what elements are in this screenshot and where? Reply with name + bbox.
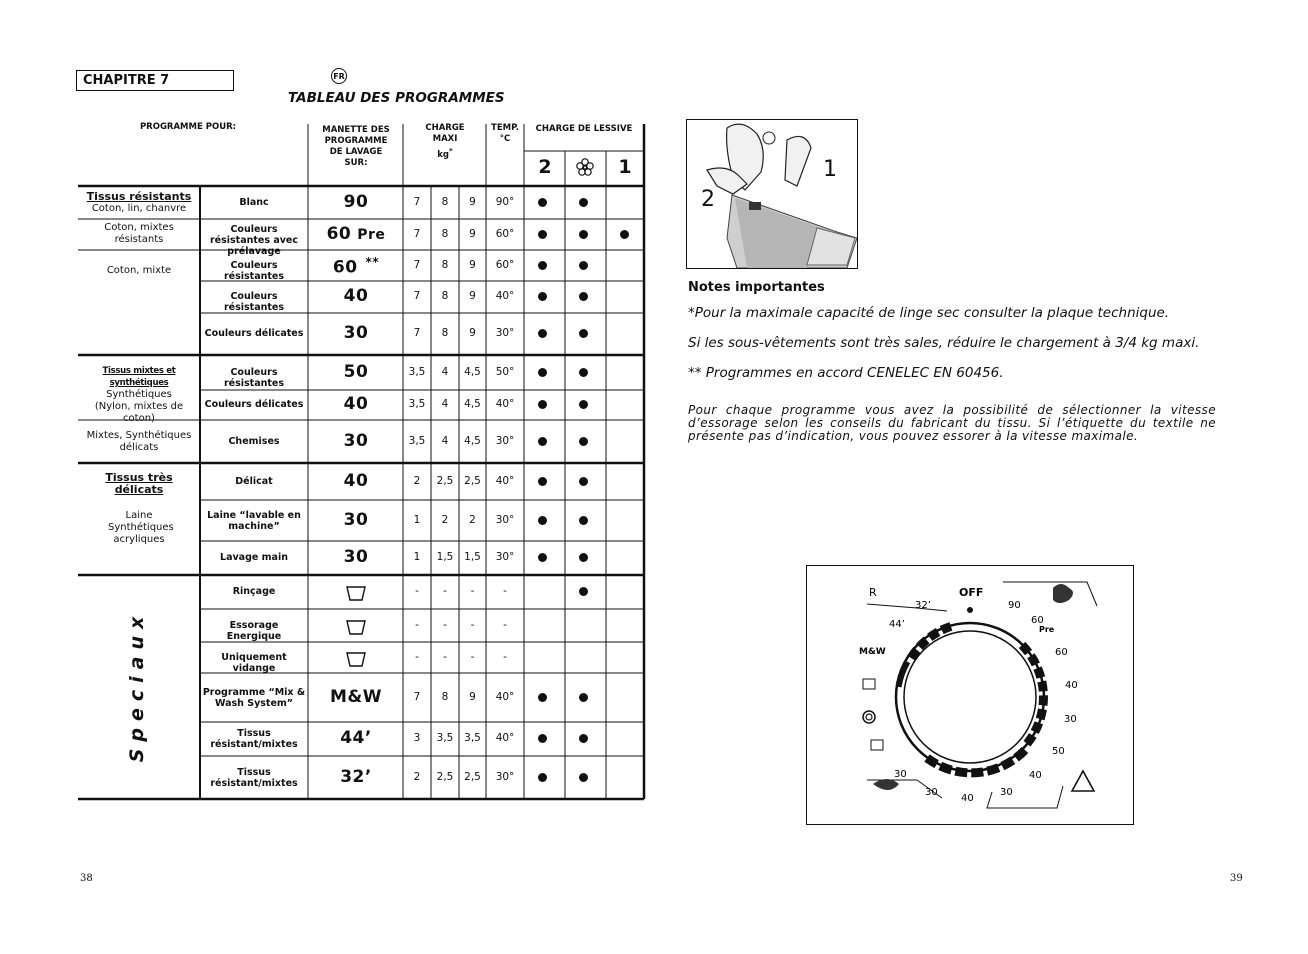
programme-dial <box>807 566 1133 824</box>
charge-value: 9 <box>469 227 476 240</box>
detergent-dot <box>538 516 547 525</box>
knob-value: 40 <box>343 394 369 414</box>
knob-value: 44’ <box>340 728 372 748</box>
programme-knob-setting <box>310 471 402 491</box>
knob-prewash: Pre <box>357 226 386 243</box>
category-tissus-mixtes: Tissus mixtes et synthétiques Synthétiques (Nylon, mixtes de coton) <box>94 366 184 424</box>
chapter-heading: CHAPITRE 7 <box>76 70 234 91</box>
dial-30-wool: 30 <box>925 787 938 798</box>
charge-value: 2,5 <box>464 474 481 487</box>
knob-value: 30 <box>343 323 369 343</box>
temperature-value: 40° <box>495 732 515 744</box>
charge-value: 7 <box>413 195 421 208</box>
charge-value: 7 <box>413 690 421 703</box>
category-coton-mixtes: Coton, mixtes résistants <box>104 222 174 245</box>
programme-name: Tissus résistant/mixtes <box>210 766 298 789</box>
detergent-dot <box>579 368 588 377</box>
charge-value: - <box>415 650 419 663</box>
charge-value: 1,5 <box>436 551 454 563</box>
dial-mw: M&W <box>859 647 886 657</box>
dial-30: 30 <box>1064 714 1077 725</box>
knob-value: 32’ <box>340 766 372 787</box>
header-programme-pour: PROGRAMME POUR: <box>139 122 237 132</box>
programme-knob-setting <box>310 323 402 343</box>
dial-44: 44’ <box>889 619 905 630</box>
charge-value: 2,5 <box>436 474 454 487</box>
charge-value: 4,5 <box>464 398 481 410</box>
programme-dial-illustration <box>806 565 1134 825</box>
temperature-value: 50° <box>495 365 515 378</box>
detergent-dot <box>579 261 588 270</box>
charge-value: - <box>415 618 419 631</box>
cenelec-stars: ** <box>365 254 380 269</box>
charge-value: 9 <box>469 290 476 302</box>
charge-value: 7 <box>413 227 421 240</box>
detergent-drawer-illustration <box>686 119 858 269</box>
charge-value: - <box>443 585 447 597</box>
charge-value: 4 <box>441 365 449 378</box>
dial-30b: 30 <box>1000 787 1013 798</box>
detergent-dot <box>538 198 547 207</box>
charge-value: 8 <box>441 258 449 271</box>
charge-value: 8 <box>441 227 449 240</box>
detergent-dot <box>538 292 547 301</box>
detergent-dot <box>579 230 588 239</box>
charge-value: 4,5 <box>464 434 481 447</box>
detergent-dot <box>620 230 629 239</box>
programme-knob-setting <box>310 394 402 414</box>
temperature-value: - <box>503 618 507 631</box>
dial-60: 60 <box>1055 647 1068 658</box>
charge-value: - <box>470 650 475 663</box>
programme-name: Rinçage <box>232 586 276 597</box>
dial-40b: 40 <box>1029 770 1042 781</box>
temperature-value: 30° <box>495 770 515 783</box>
programme-name: Couleurs résistantes <box>223 291 285 313</box>
temperature-value: 40° <box>495 690 515 703</box>
dial-90: 90 <box>1008 600 1021 611</box>
charge-value: 7 <box>413 258 421 271</box>
knob-value: 40 <box>343 470 369 491</box>
charge-value: 1 <box>413 513 421 526</box>
charge-value: 7 <box>413 290 421 302</box>
knob-value: 30 <box>343 430 369 451</box>
charge-value: 3,5 <box>408 365 426 378</box>
programme-knob-setting <box>310 255 402 278</box>
programme-name: Couleurs délicates <box>204 328 304 339</box>
detergent-dot <box>579 477 588 486</box>
detergent-dot <box>538 773 547 782</box>
charge-value: 8 <box>441 290 449 302</box>
charge-value: 2 <box>469 513 476 526</box>
programme-knob-setting <box>310 767 402 787</box>
knob-value: 30 <box>343 509 369 530</box>
header-lessive-prewash: 2 <box>538 156 552 178</box>
knob-value: 60 <box>332 257 358 278</box>
notes-title: Notes importantes <box>688 280 825 295</box>
spin-speed-paragraph: Pour chaque programme vous avez la possibilité de sélectionner la vitesse d’essorage selon les conseils du fabricant du tissu. Si l’étiquette du textile ne présente pas d’indication, vous pouvez essorer à la vitesse maximale. <box>688 403 1216 443</box>
charge-value: - <box>470 585 475 597</box>
temperature-value: 30° <box>495 513 515 526</box>
charge-value: 7 <box>413 327 421 339</box>
charge-value: 1 <box>413 551 421 563</box>
detergent-dot <box>538 368 547 377</box>
dial-40c: 40 <box>961 793 974 804</box>
detergent-dot <box>579 516 588 525</box>
header-charge: CHARGE MAXI kg* <box>425 123 465 160</box>
charge-value: 3,5 <box>408 398 426 410</box>
page-number-right: 39 <box>1230 873 1243 884</box>
charge-value: 2,5 <box>436 770 454 783</box>
charge-value: 2,5 <box>464 770 481 783</box>
special-programme-icon <box>344 582 368 606</box>
programme-knob-setting <box>310 687 402 707</box>
temperature-value: 60° <box>495 258 515 271</box>
programme-name: Couleurs résistantes <box>223 366 285 389</box>
knob-value: 50 <box>343 361 369 382</box>
detergent-dot <box>538 329 547 338</box>
dial-pre: Pre <box>1039 625 1055 634</box>
temperature-value: 30° <box>495 551 515 563</box>
programme-name: Chemises <box>228 435 280 447</box>
detergent-dot <box>579 400 588 409</box>
detergent-dot <box>579 198 588 207</box>
temperature-value: 30° <box>495 434 515 447</box>
detergent-dot <box>538 230 547 239</box>
temperature-value: 40° <box>495 290 515 302</box>
charge-value: 3 <box>413 732 421 744</box>
programme-knob-setting <box>310 547 402 567</box>
dial-rinse: R <box>869 586 877 599</box>
header-lessive: CHARGE DE LESSIVE <box>535 124 633 134</box>
temperature-value: 40° <box>495 398 515 410</box>
detergent-dot <box>538 437 547 446</box>
language-badge: FR <box>331 68 347 84</box>
table-title: TABLEAU DES PROGRAMMES <box>288 90 505 106</box>
temperature-value: 40° <box>495 474 515 487</box>
programme-table <box>0 0 660 820</box>
programme-knob-setting <box>310 362 402 382</box>
temperature-value: 30° <box>495 327 515 339</box>
detergent-dot <box>579 329 588 338</box>
programme-knob-setting <box>310 728 402 748</box>
programme-name: Couleurs résistantes <box>223 259 285 282</box>
charge-value: 9 <box>469 690 476 703</box>
detergent-dot <box>538 477 547 486</box>
knob-value: M&W <box>330 686 382 707</box>
header-temp: TEMP. °C <box>491 123 519 144</box>
programme-name: Tissus résistant/mixtes <box>210 728 298 750</box>
programme-knob-setting <box>310 431 402 451</box>
note-underwear: Si les sous-vêtements sont très sales, réduire le chargement à 3/4 kg maxi. <box>688 335 1200 351</box>
charge-value: - <box>470 618 475 631</box>
programme-name: Couleurs délicates <box>204 399 304 410</box>
charge-value: 1,5 <box>464 551 481 563</box>
detergent-dot <box>538 693 547 702</box>
dial-40: 40 <box>1065 680 1078 691</box>
charge-value: 8 <box>441 195 449 208</box>
category-tissus-resistants: Tissus résistants Coton, lin, chanvre <box>86 190 192 214</box>
programme-knob-setting <box>310 192 402 212</box>
programme-name: Uniquement vidange <box>221 651 287 674</box>
charge-value: 9 <box>469 195 476 208</box>
charge-value: 9 <box>469 258 476 271</box>
detergent-dot <box>538 261 547 270</box>
header-lessive-main: 1 <box>618 156 632 178</box>
detergent-dot <box>538 553 547 562</box>
detergent-dot <box>579 292 588 301</box>
special-programme-icon <box>344 616 368 640</box>
knob-value: 40 <box>343 286 369 306</box>
charge-value: 4 <box>441 398 449 410</box>
knob-value: 60 <box>326 223 352 244</box>
dial-60pre: 60 <box>1031 615 1044 626</box>
detergent-dot <box>579 734 588 743</box>
special-programme-icon <box>344 648 368 672</box>
dial-50: 50 <box>1052 746 1065 757</box>
charge-value: 2 <box>413 770 421 783</box>
charge-value: 3,5 <box>408 434 426 447</box>
detergent-dot <box>538 734 547 743</box>
detergent-dot <box>538 400 547 409</box>
header-manette: MANETTE DES PROGRAMME DE LAVAGE SUR: <box>322 125 390 168</box>
drawer-label-2: 2 <box>701 187 715 212</box>
programme-knob-setting <box>310 510 402 530</box>
charge-value: - <box>415 585 419 597</box>
category-tres-delicats: Tissus très délicats Laine Synthétiques acryliques <box>105 471 174 545</box>
page-number-left: 38 <box>80 873 93 884</box>
drawer-picture <box>687 120 857 268</box>
dial-32: 32’ <box>915 600 931 611</box>
programme-knob-setting <box>310 224 402 244</box>
programme-name: Délicat <box>235 475 273 487</box>
note-cenelec: ** Programmes en accord CENELEC EN 60456. <box>688 365 1004 381</box>
charge-value: 4 <box>441 434 449 447</box>
charge-value: 2 <box>413 474 421 487</box>
charge-value: 8 <box>441 327 449 339</box>
charge-value: 4,5 <box>464 365 481 378</box>
temperature-value: - <box>503 585 507 597</box>
programme-knob-setting <box>310 286 402 306</box>
temperature-value: 90° <box>495 195 515 208</box>
category-mixtes-delicats: Mixtes, Synthétiques délicats <box>86 430 192 453</box>
charge-value: - <box>443 618 447 631</box>
charge-value: 2 <box>441 513 449 526</box>
detergent-dot <box>579 437 588 446</box>
programme-name: Couleurs résistantes avec prélavage <box>209 223 299 257</box>
drawer-label-1: 1 <box>823 157 837 182</box>
dial-off: OFF <box>959 586 984 599</box>
temperature-value: - <box>503 650 507 663</box>
charge-value: 9 <box>469 327 476 339</box>
detergent-dot <box>579 773 588 782</box>
detergent-dot <box>579 587 588 596</box>
charge-value: 3,5 <box>436 732 454 744</box>
programme-name: Essorage Energique <box>226 619 282 642</box>
detergent-dot <box>579 553 588 562</box>
programme-name: Programme “Mix & Wash System” <box>202 686 306 709</box>
charge-value: 3,5 <box>464 732 481 744</box>
knob-value: 30 <box>343 547 369 567</box>
note-capacity: *Pour la maximale capacité de linge sec consulter la plaque technique. <box>688 305 1170 321</box>
programme-name: Blanc <box>239 196 269 208</box>
programme-name: Laine “lavable en machine” <box>207 509 301 532</box>
temperature-value: 60° <box>495 227 515 240</box>
speciaux-label: Speciaux <box>126 609 148 763</box>
knob-value: 90 <box>343 191 369 212</box>
category-coton-mixte: Coton, mixte <box>106 265 172 276</box>
programme-name: Lavage main <box>220 552 288 563</box>
charge-value: - <box>443 650 447 663</box>
detergent-dot <box>579 693 588 702</box>
flower-icon <box>575 157 595 177</box>
charge-value: 8 <box>441 690 449 703</box>
dial-30-hand: 30 <box>894 769 907 780</box>
